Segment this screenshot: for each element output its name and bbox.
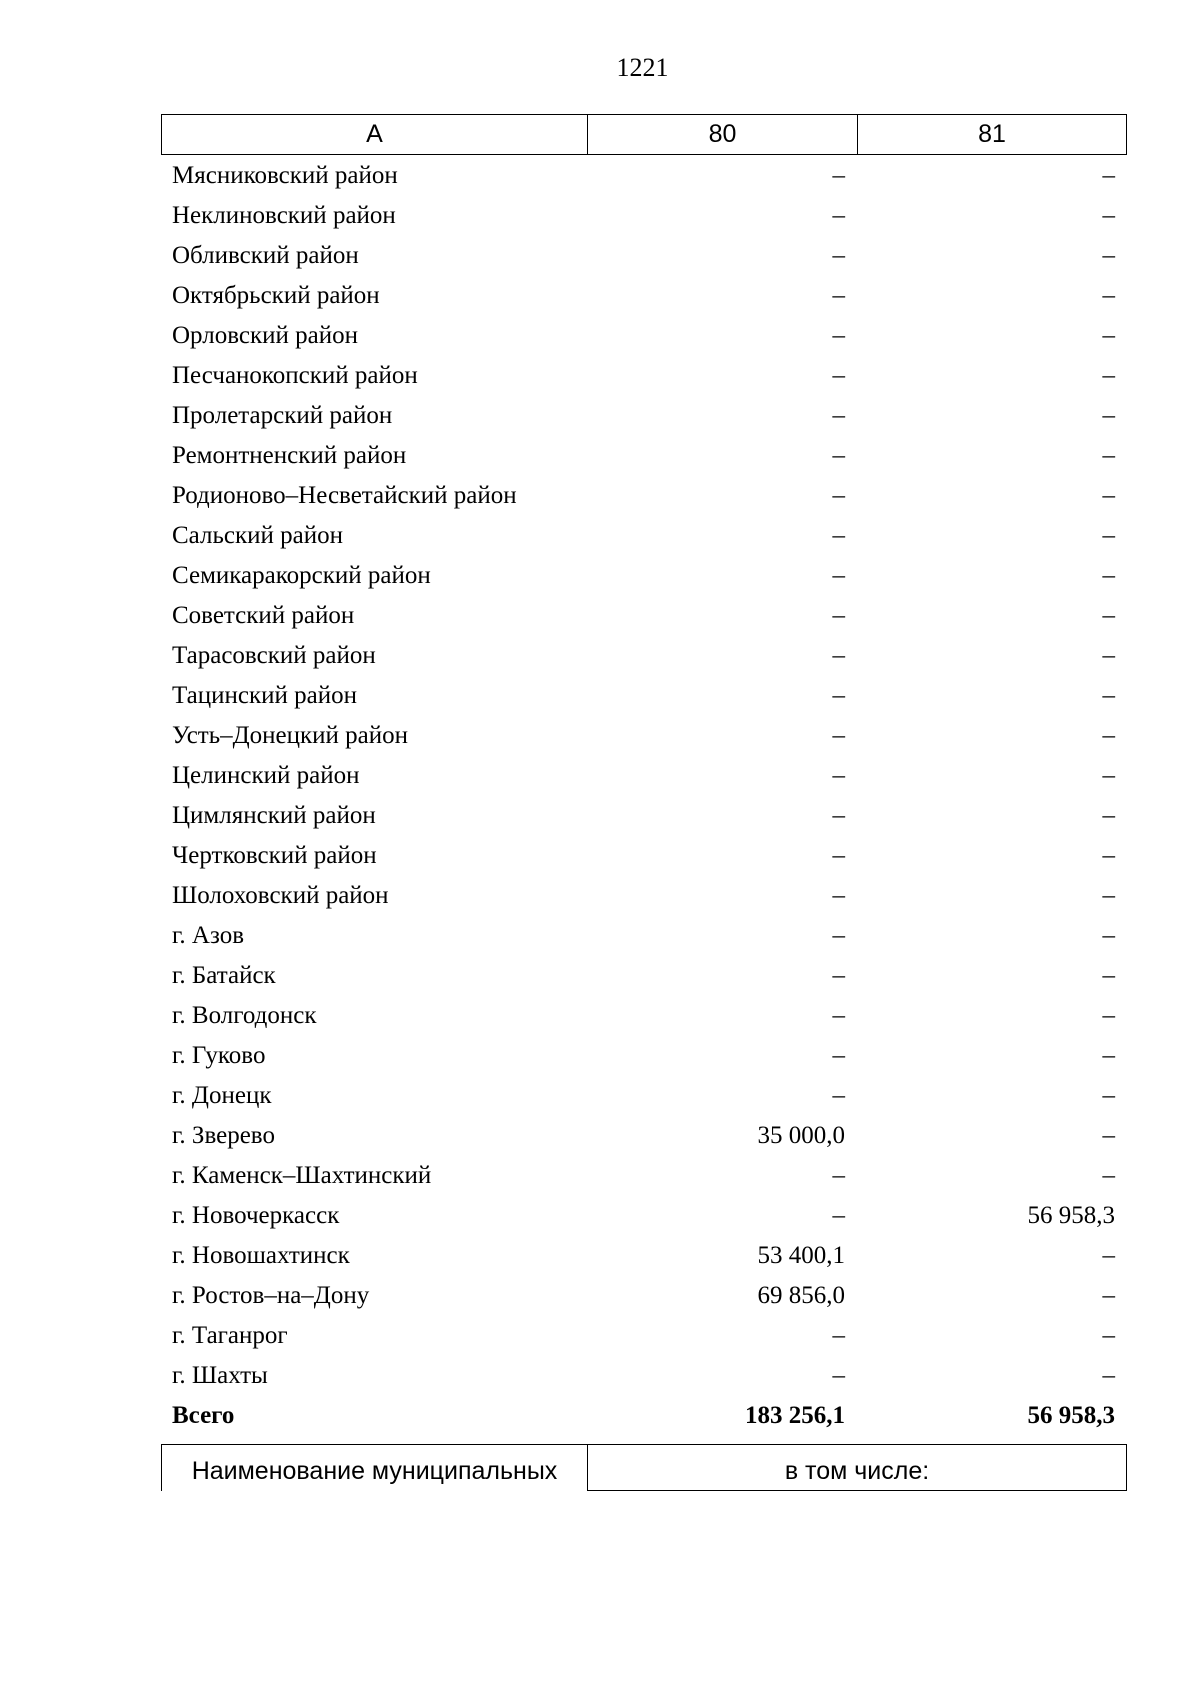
row-name: Песчанокопский район bbox=[172, 362, 418, 389]
row-name: г. Шахты bbox=[172, 1362, 268, 1389]
row-value-81: – bbox=[1102, 682, 1115, 709]
table-row bbox=[161, 556, 1127, 596]
row-name: Ремонтненский район bbox=[172, 442, 407, 469]
row-value-80: – bbox=[832, 762, 845, 789]
row-value-81: – bbox=[1102, 442, 1115, 469]
row-value-80: – bbox=[832, 1082, 845, 1109]
row-value-81: – bbox=[1102, 522, 1115, 549]
row-name: Мясниковский район bbox=[172, 162, 398, 189]
row-value-80: – bbox=[832, 402, 845, 429]
table-row bbox=[161, 356, 1127, 396]
row-value-81: – bbox=[1102, 1122, 1115, 1149]
row-value-80: – bbox=[832, 1202, 845, 1229]
row-value-81: – bbox=[1102, 562, 1115, 589]
row-value-80: – bbox=[832, 442, 845, 469]
row-name: Тацинский район bbox=[172, 682, 357, 709]
total-row bbox=[161, 1396, 1127, 1436]
row-name: г. Батайск bbox=[172, 962, 276, 989]
table-row bbox=[161, 756, 1127, 796]
row-value-81: – bbox=[1102, 242, 1115, 269]
table-row bbox=[161, 836, 1127, 876]
next-header-name: Наименование муниципальных bbox=[162, 1445, 588, 1491]
row-name: г. Гуково bbox=[172, 1042, 266, 1069]
table-row bbox=[161, 156, 1127, 196]
table-row bbox=[161, 636, 1127, 676]
row-value-81: – bbox=[1102, 1242, 1115, 1269]
table-row bbox=[161, 276, 1127, 316]
table-row bbox=[161, 876, 1127, 916]
row-value-80: – bbox=[832, 522, 845, 549]
row-name: г. Волгодонск bbox=[172, 1002, 317, 1029]
row-value-81: – bbox=[1102, 322, 1115, 349]
row-name: Сальский район bbox=[172, 522, 343, 549]
header-col-81: 81 bbox=[978, 120, 1006, 148]
table-row bbox=[161, 196, 1127, 236]
row-value-80: – bbox=[832, 482, 845, 509]
table-row bbox=[161, 1156, 1127, 1196]
row-value-81: – bbox=[1102, 762, 1115, 789]
table-row bbox=[161, 1036, 1127, 1076]
row-value-81: – bbox=[1102, 1162, 1115, 1189]
row-name: г. Донецк bbox=[172, 1082, 272, 1109]
table-row bbox=[161, 956, 1127, 996]
table-row bbox=[161, 796, 1127, 836]
row-value-80: – bbox=[832, 242, 845, 269]
table-row bbox=[161, 716, 1127, 756]
row-name: Тарасовский район bbox=[172, 642, 376, 669]
table-row bbox=[161, 676, 1127, 716]
row-value-81: – bbox=[1102, 882, 1115, 909]
row-value-80: – bbox=[832, 962, 845, 989]
row-value-81: – bbox=[1102, 202, 1115, 229]
header-col-80: 80 bbox=[588, 115, 858, 154]
row-value-80: – bbox=[832, 1362, 845, 1389]
row-name: г. Азов bbox=[172, 922, 245, 949]
row-name: Усть–Донецкий район bbox=[172, 722, 409, 749]
row-name: Шолоховский район bbox=[172, 882, 389, 909]
table-row bbox=[161, 1116, 1127, 1156]
row-value-80: – bbox=[832, 1322, 845, 1349]
row-value-81: – bbox=[1102, 162, 1115, 189]
table-row bbox=[161, 436, 1127, 476]
header-col-a: А bbox=[162, 115, 588, 154]
row-value-80: – bbox=[832, 562, 845, 589]
table-row bbox=[161, 916, 1127, 956]
total-value-80: 183 256,1 bbox=[745, 1402, 845, 1429]
page-number: 1221 bbox=[616, 53, 669, 82]
table-row bbox=[161, 516, 1127, 556]
row-value-81: – bbox=[1102, 802, 1115, 829]
table-row bbox=[161, 476, 1127, 516]
row-value-81: – bbox=[1102, 362, 1115, 389]
table-row bbox=[161, 996, 1127, 1036]
row-value-81: – bbox=[1102, 1082, 1115, 1109]
row-value-81: 56 958,3 bbox=[1027, 1202, 1115, 1229]
total-value-81: 56 958,3 bbox=[1027, 1402, 1115, 1429]
row-value-80: – bbox=[832, 802, 845, 829]
row-value-81: – bbox=[1102, 1042, 1115, 1069]
row-value-80: – bbox=[832, 842, 845, 869]
table-row bbox=[161, 596, 1127, 636]
row-value-81: – bbox=[1102, 642, 1115, 669]
row-value-81: – bbox=[1102, 962, 1115, 989]
row-name: Родионово–Несветайский район bbox=[172, 482, 517, 509]
row-value-81: – bbox=[1102, 842, 1115, 869]
row-value-80: – bbox=[832, 922, 845, 949]
row-value-81: – bbox=[1102, 1362, 1115, 1389]
table-row bbox=[161, 1076, 1127, 1116]
table-row bbox=[161, 1236, 1127, 1276]
row-value-81: – bbox=[1102, 922, 1115, 949]
next-table-header bbox=[161, 1444, 1127, 1491]
table-row bbox=[161, 236, 1127, 276]
row-value-81: – bbox=[1102, 402, 1115, 429]
next-header-including: в том числе: bbox=[588, 1445, 1126, 1491]
row-name: Октябрьский район bbox=[172, 282, 380, 309]
table-row bbox=[161, 1196, 1127, 1236]
row-value-81: – bbox=[1102, 482, 1115, 509]
row-name: г. Таганрог bbox=[172, 1322, 288, 1349]
row-value-80: – bbox=[832, 1002, 845, 1029]
row-value-80: – bbox=[832, 882, 845, 909]
row-value-80: 69 856,0 bbox=[757, 1282, 845, 1309]
row-value-80: – bbox=[832, 1162, 845, 1189]
row-name: Советский район bbox=[172, 602, 355, 629]
row-name: Чертковский район bbox=[172, 842, 377, 869]
row-value-80: – bbox=[832, 722, 845, 749]
row-name: г. Ростов–на–Дону bbox=[172, 1282, 370, 1309]
row-value-81: – bbox=[1102, 282, 1115, 309]
row-value-81: – bbox=[1102, 722, 1115, 749]
row-value-81: – bbox=[1102, 1282, 1115, 1309]
row-name: г. Новочеркасск bbox=[172, 1202, 340, 1229]
row-value-80: – bbox=[832, 362, 845, 389]
table-row bbox=[161, 1276, 1127, 1316]
row-name: г. Новошахтинск bbox=[172, 1242, 350, 1269]
row-value-80: – bbox=[832, 642, 845, 669]
table-row bbox=[161, 316, 1127, 356]
total-label: Всего bbox=[172, 1402, 235, 1429]
row-value-80: – bbox=[832, 322, 845, 349]
table-row bbox=[161, 1356, 1127, 1396]
row-value-80: – bbox=[832, 682, 845, 709]
row-name: г. Зверево bbox=[172, 1122, 275, 1149]
table-row bbox=[161, 396, 1127, 436]
row-value-80: – bbox=[832, 162, 845, 189]
table-row bbox=[161, 1316, 1127, 1356]
row-name: Орловский район bbox=[172, 322, 358, 349]
table-header bbox=[161, 114, 1127, 155]
row-value-80: 53 400,1 bbox=[757, 1242, 845, 1269]
row-name: Неклиновский район bbox=[172, 202, 396, 229]
row-name: Пролетарский район bbox=[172, 402, 393, 429]
row-value-81: – bbox=[1102, 602, 1115, 629]
row-name: г. Каменск–Шахтинский bbox=[172, 1162, 432, 1189]
row-value-81: – bbox=[1102, 1322, 1115, 1349]
row-value-80: 35 000,0 bbox=[757, 1122, 845, 1149]
row-value-80: – bbox=[832, 202, 845, 229]
row-name: Цимлянский район bbox=[172, 802, 376, 829]
row-value-80: – bbox=[832, 1042, 845, 1069]
row-name: Целинский район bbox=[172, 762, 360, 789]
row-value-81: – bbox=[1102, 1002, 1115, 1029]
row-name: Семикаракорский район bbox=[172, 562, 431, 589]
row-name: Обливский район bbox=[172, 242, 359, 269]
row-value-80: – bbox=[832, 602, 845, 629]
row-value-80: – bbox=[832, 282, 845, 309]
table-body bbox=[161, 156, 1127, 1436]
